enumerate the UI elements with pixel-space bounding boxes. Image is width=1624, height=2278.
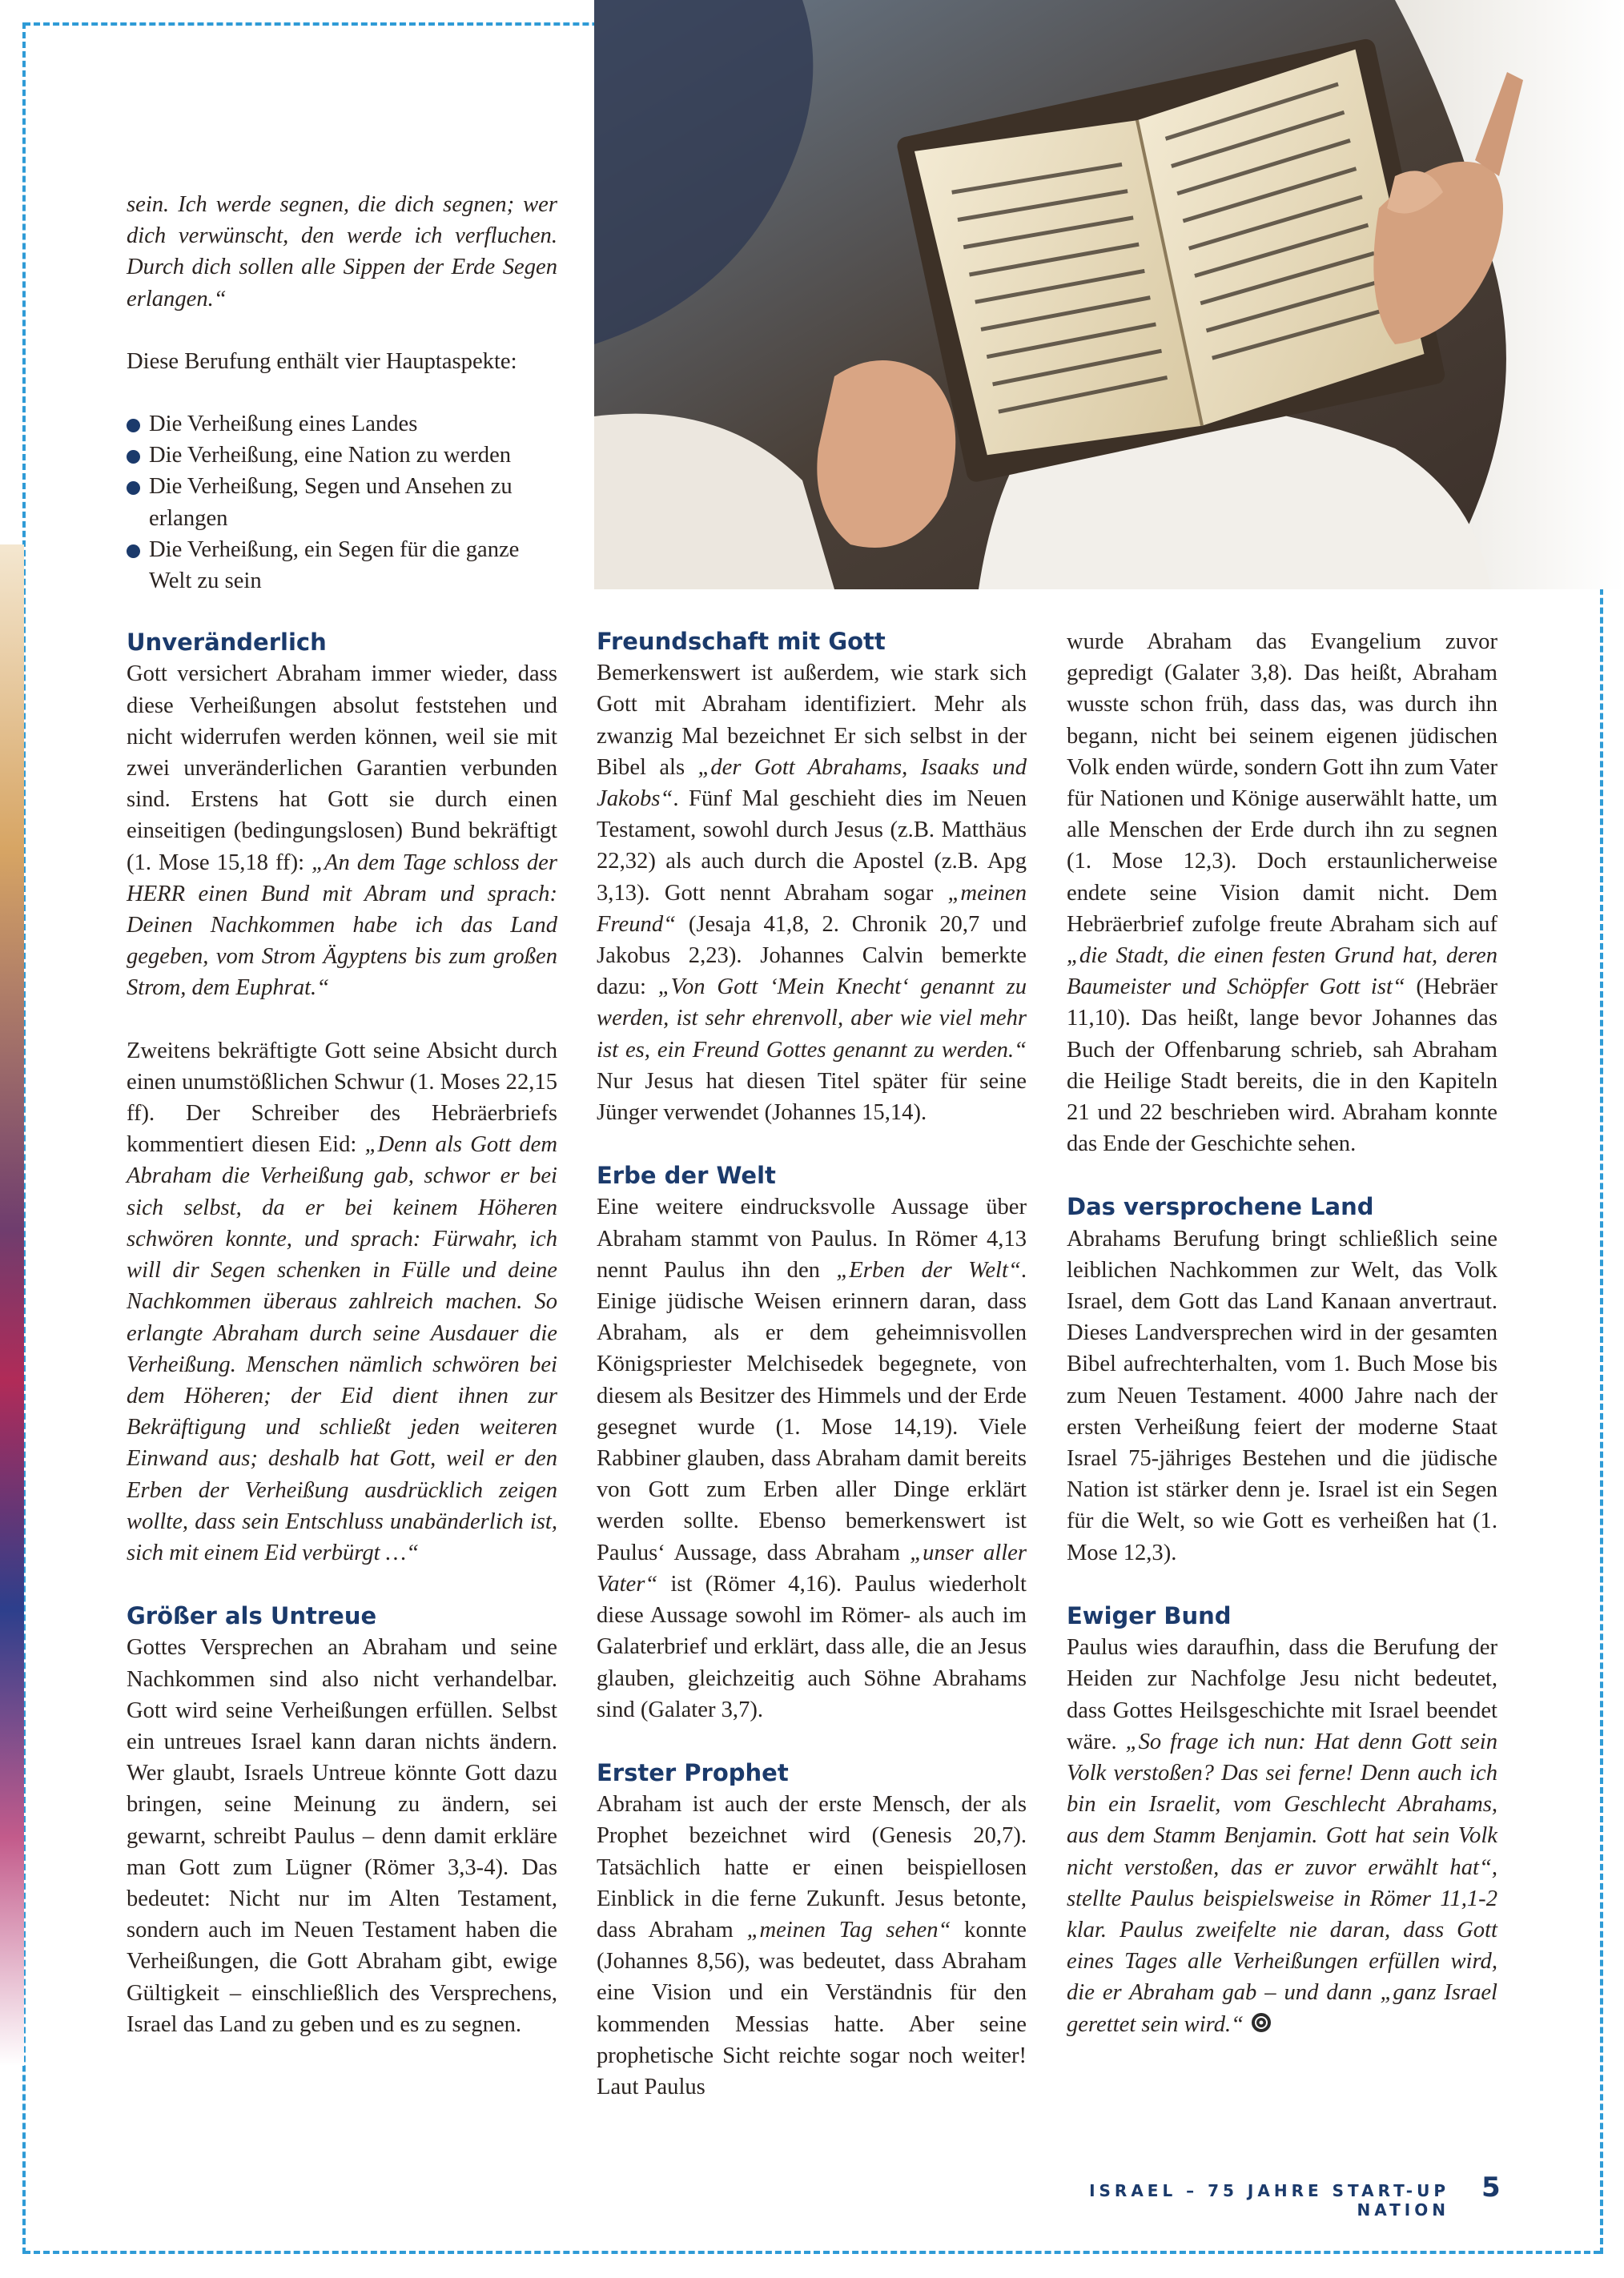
- bible-quote: „An dem Tage schloss der HERR einen Bund mit Abram und sprach: Deinen Nachkommen habe ich das Land gegeben, vom Strom Ägyptens bis zum großen Strom, dem Euphrat.“: [127, 850, 557, 1001]
- text: (Jesaja 41,8, 2. Chronik 20,7 und Jakobus 2,23). Johannes Calvin bemerkte dazu:: [597, 911, 1027, 1000]
- footer-publication-title: ISRAEL – 75 JAHRE START-UP NATION: [1089, 2181, 1449, 2220]
- text: . Einige jüdische Weisen erinnern daran, dass Abraham, als er dem geheimnisvollen Königspriester Melchisedek begegnete, von diesem als Besitzer des Himmels und der Erde gesegnet wurde (1. Mose 14,19). Viele Rabbiner glauben, dass Abraham damit bereits von Gott zum Erben aller Dinge erklärt werden sollte. Ebenso bemerkenswert ist Paulus‘ Aussage, dass Abraham: [597, 1257, 1027, 1565]
- text: Nur Jesus hat diesen Titel später für seine Jünger verwendet (Johannes 15,14).: [597, 1068, 1027, 1126]
- page-number: 5: [1481, 2172, 1501, 2204]
- heading-land: Das versprochene Land: [1067, 1193, 1374, 1221]
- paragraph: [1067, 1632, 1497, 2043]
- prayer-book-illustration: [594, 0, 1624, 589]
- text: konnte (Johannes 8,56), was bedeutet, dass Abraham eine Vision und ein Verständnis für den kommenden Messias hatte. Aber seine prophetische Sicht reichte sogar noch weiter! Laut Paulus: [597, 1917, 1027, 2099]
- heading-untreue: Größer als Untreue: [127, 1602, 377, 1630]
- list-item: Die Verheißung, Segen und Ansehen zu erlangen: [127, 471, 557, 533]
- intro-quote: sein. Ich werde segnen, die dich segnen; wer dich verwünscht, den werde ich verfluchen. Durch dich sollen alle Sippen der Erde Segen erlangen.“: [127, 192, 557, 311]
- heading-erbe: Erbe der Welt: [597, 1162, 776, 1190]
- paragraph: [597, 1191, 1027, 1725]
- heading-prophet: Erster Prophet: [597, 1758, 789, 1786]
- heading-freundschaft: Freundschaft mit Gott: [597, 628, 886, 655]
- paragraph: [127, 658, 557, 1003]
- paragraph: [597, 657, 1027, 1128]
- paragraph: [1067, 626, 1497, 1159]
- text: wurde Abraham das Evangelium zuvor gepredigt (Galater 3,8). Das heißt, Abraham wusste schon früh, dass das, was durch ihn begann, nicht bei seinem eigenen jüdischen Volk enden würde, sondern Gott ihn zum Vater für Nationen und Könige auserwählt hatte, um alle Menschen der Erde durch ihn zu segnen (1. Mose 12,3). Doch erstaunlicherweise endete seine Vision damit nicht. Dem Hebräerbrief zufolge freute Abraham sich auf: [1067, 629, 1497, 937]
- bottom-dashed-border: [24, 2251, 1600, 2254]
- text: . Fünf Mal geschieht dies im Neuen Testament, sowohl durch Jesus (z.B. Matthäus 22,32) als auch durch die Apostel (z.B. Apg 3,13). Gott nennt Abraham sogar: [597, 786, 1027, 906]
- bible-quote: „meinen Freund“: [597, 880, 1027, 937]
- text: Bemerkenswert ist außerdem, wie stark sich Gott mit Abraham identifiziert. Mehr als zwanzig Mal bezeichnet Er sich selbst in der Bibel als: [597, 661, 1027, 780]
- column-1: [127, 189, 557, 2040]
- bible-quote: „Denn als Gott dem Abraham die Verheißung gab, schwor er bei sich selbst, da er bei keinem Höheren schwören konnte, und sprach: Fürwahr, ich will dir Segen schenken in Fülle und deine Nachkommen überaus zahlreich machen. So erlangte Abraham durch seine Ausdauer die Verheißung. Menschen nämlich schwören bei dem Höheren; der Eid dient ihnen zur Bekräftigung und schließt jeden weiteren Einwand aus; deshalb hat Gott, weil er den Erben der Verheißung ausdrücklich zeigen wollte, dass sein Entschluss unabänderlich ist, sich mit einem Eid verbürgt …“: [127, 1132, 557, 1565]
- list-item: Die Verheißung, ein Segen für die ganze Welt zu sein: [127, 534, 557, 597]
- column-2: [597, 626, 1027, 2103]
- text: Paulus wies daraufhin, dass die Berufung der Heiden zur Nachfolge Jesu nicht bedeutet, dass Gottes Heilsgeschichte mit Israel beendet wäre.: [1067, 1635, 1497, 1754]
- bible-quote: „die Stadt, die einen festen Grund hat, deren Baumeister und Schöpfer Gott ist“: [1067, 943, 1497, 1000]
- paragraph: [597, 1789, 1027, 2103]
- bible-quote: „unser aller Vater“: [597, 1540, 1027, 1597]
- text: Gott versichert Abraham immer wieder, dass diese Verheißungen absolut feststehen und nicht widerrufen werden können, weil sie mit zwei unveränderlichen Garantien verbunden sind. Erstens hat Gott sie durch einen einseitigen (bedingungslosen) Bund bekräftigt (1. Mose 15,18 ff):: [127, 661, 557, 875]
- bible-quote: „meinen Tag sehen“: [746, 1917, 951, 1943]
- list-item: Die Verheißung, eine Nation zu werden: [127, 440, 557, 471]
- paragraph: [127, 1035, 557, 1569]
- aspects-list: [127, 408, 557, 597]
- photo-prayer-book: [594, 0, 1624, 589]
- column-3: [1067, 626, 1497, 2043]
- bible-quote: „der Gott Abrahams, Isaaks und Jakobs“: [597, 754, 1027, 812]
- heading-bund: Ewiger Bund: [1067, 1601, 1232, 1629]
- calvin-quote: „Von Gott ‘Mein Knecht‘ genannt zu werden, ist sehr ehrenvoll, aber wie viel mehr ist es, ein Freund Gottes genannt zu werden.“: [597, 974, 1027, 1063]
- end-mark-icon: [1249, 2011, 1273, 2043]
- intro-lead: Diese Berufung enthält vier Hauptaspekte:: [127, 348, 517, 374]
- text: Zweitens bekräftigte Gott seine Absicht durch einen unumstößlichen Schwur (1. Moses 22,15 ff). Der Schreiber des Hebräerbriefs kommentiert diesen Eid:: [127, 1038, 557, 1158]
- text: (Hebräer 11,10). Das heißt, lange bevor Johannes das Buch der Offenbarung schrieb, sah Abraham die Heilige Stadt bereits, die in den Kapiteln 21 und 22 beschrieben wird. Abraham konnte das Ende der Geschichte sehen.: [1067, 974, 1497, 1157]
- text: ist (Römer 4,16). Paulus wiederholt diese Aussage sowohl im Römer- als auch im Galaterbrief und erklärt, dass alle, die an Jesus glauben, gleichzeitig auch Söhne Abrahams sind (Galater 3,7).: [597, 1571, 1027, 1722]
- bible-quote: „So frage ich nun: Hat denn Gott sein Volk verstoßen? Das sei ferne! Denn auch ich bin ein Israelit, vom Geschlecht Abrahams, aus dem Stamm Benjamin. Gott hat sein Volk nicht verstoßen, das er zuvor erwählt hat“, stellte Paulus beispielsweise in Römer 11,1-2 klar. Paulus zweifelte nie daran, dass Gott eines Tages alle Verheißungen erfüllen wird, die er Abraham gab – und dann „ganz Israel gerettet sein wird.“: [1067, 1729, 1497, 2037]
- heading-unveraenderlich: Unveränderlich: [127, 629, 327, 657]
- list-item: Die Verheißung eines Landes: [127, 408, 557, 440]
- text: Eine weitere eindrucksvolle Aussage über Abraham stammt von Paulus. In Römer 4,13 nennt Paulus ihn den: [597, 1195, 1027, 1283]
- bible-quote: „Erben der Welt“: [836, 1257, 1021, 1283]
- left-edge-image-strip: [0, 544, 24, 2066]
- paragraph: Abrahams Berufung bringt schließlich seine leiblichen Nachkommen zur Welt, das Volk Israel, dem Gott das Land Kanaan anvertraut. Dieses Landversprechen wird in der gesamten Bibel aufrechterhalten, vom 1. Buch Mose bis zum Neuen Testament. 4000 Jahre nach der ersten Verheißung feiert der moderne Staat Israel 75-jähriges Bestehen und die jüdische Nation ist stärker denn je. Israel ist ein Segen für die Welt, so wie Gott es verheißen hat (1. Mose 12,3).: [1067, 1226, 1497, 1565]
- paragraph: Gottes Versprechen an Abraham und seine Nachkommen sind also nicht verhandelbar. Gott wird seine Verheißungen erfüllen. Selbst ein untreues Israel kann daran nichts ändern. Wer glaubt, Israels Untreue könnte Gott dazu bringen, seine Meinung zu ändern, sei gewarnt, schreibt Paulus – denn damit erkläre man Gott zum Lügner (Römer 3,3-4). Das bedeutet: Nicht nur im Alten Testament, sondern auch im Neuen Testament haben die Verheißungen, die Gott Abraham gibt, ewige Gültigkeit – einschließlich des Versprechens, Israel das Land zu geben und es zu segnen.: [127, 1635, 557, 2037]
- text: Abraham ist auch der erste Mensch, der als Prophet bezeichnet wird (Genesis 20,7). Tatsächlich hatte er einen beispiellosen Einblick in die ferne Zukunft. Jesus betonte, dass Abraham: [597, 1792, 1027, 1943]
